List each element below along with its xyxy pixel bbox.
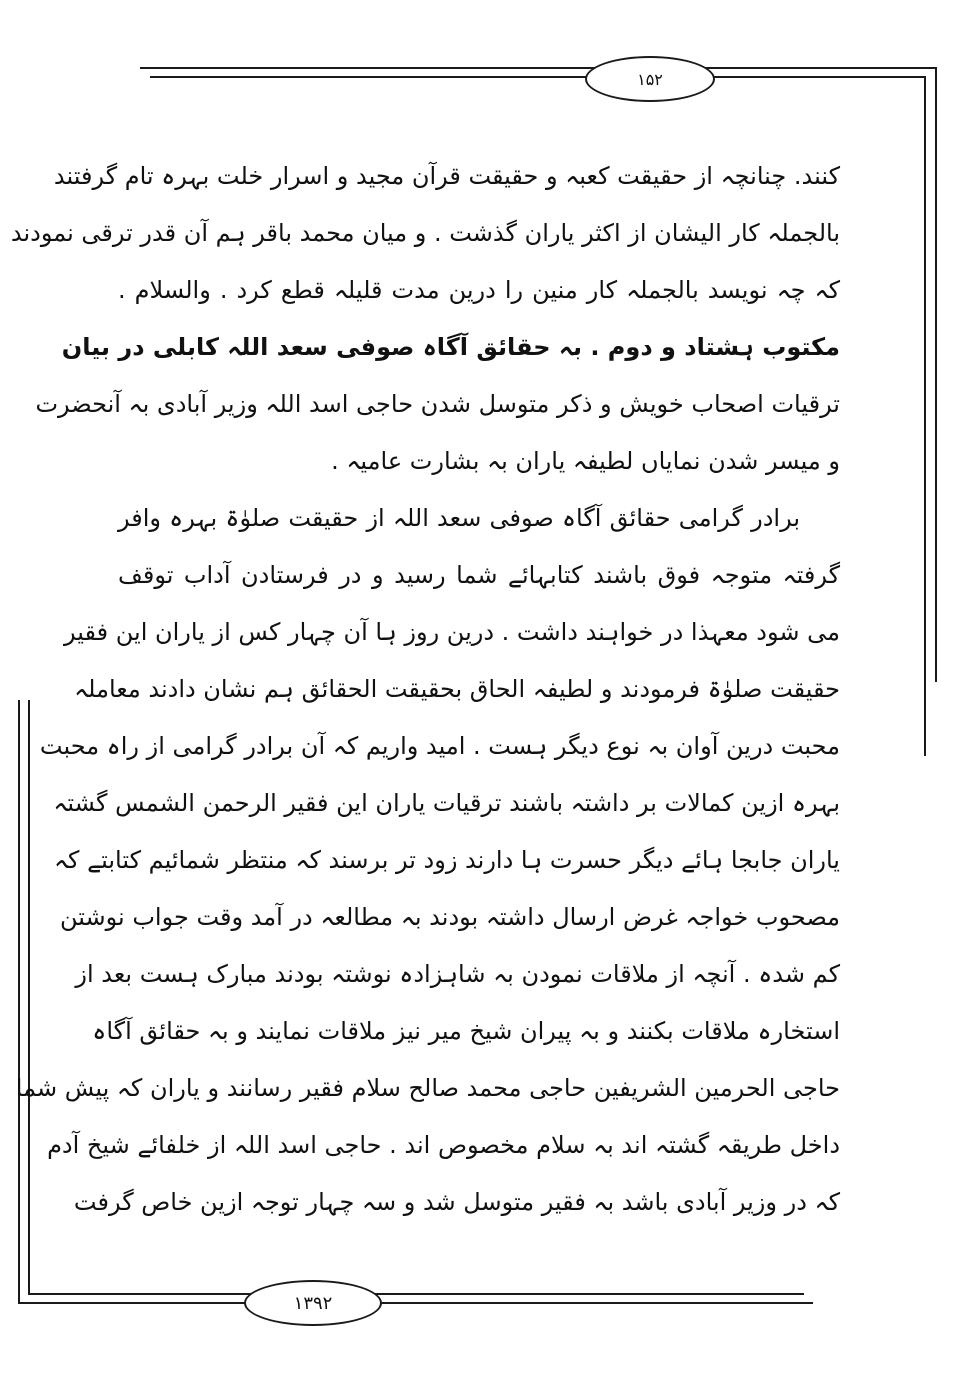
frame-right-outer-rule [935, 67, 937, 682]
text-line: حاجی الحرمین الشریفین حاجی محمد صالح سلام فقیر رسانند و یاران کہ پیش شما [15, 1074, 840, 1102]
text-line: داخل طریقہ گشتہ اند بہ سلام مخصوص اند . حاجی اسد اللہ از خلفائے شیخ آدم [47, 1131, 840, 1159]
text-line: مصحوب خواجہ غرض ارسال داشتہ بودند بہ مطالعہ در آمد وقت جواب نوشتن [59, 903, 840, 931]
text-line: استخارہ ملاقات بکنند و بہ پیران شیخ میر نیز ملاقات نمایند و بہ حقائق آگاہ [92, 1017, 840, 1045]
text-line: می شود معہذا در خواہند داشت . درین روز ہا آن چہار کس از یاران این فقیر [64, 618, 840, 646]
page-number-bottom [244, 1280, 382, 1326]
text-line: کم شدہ . آنچہ از ملاقات نمودن بہ شاہزادہ نوشتہ بودند مبارک ہست بعد از [75, 960, 840, 988]
frame-top-outer-rule [140, 67, 935, 69]
frame-left-inner-rule [28, 700, 30, 1294]
text-line: محبت درین آوان بہ نوع دیگر ہست . امید واریم کہ آن برادر گرامی از راہ محبت [39, 732, 840, 760]
text-line: کنند. چنانچہ از حقیقت کعبہ و حقیقت قرآن مجید و اسرار خلت بہرہ تام گرفتند [53, 162, 840, 190]
text-line: حقیقت صلوٰۃ فرمودند و لطیفہ الحاق بحقیقت الحقائق ہم نشان دادند معاملہ [74, 675, 840, 703]
letter-heading: مکتوب ہشتاد و دوم . بہ حقائق آگاہ صوفی سعد اللہ کابلی در بیان [61, 333, 840, 361]
page-number-top [585, 56, 715, 102]
text-line: ترقیات اصحاب خویش و ذکر متوسل شدن حاجی اسد اللہ وزیر آبادی بہ آنحضرت [35, 390, 840, 418]
text-line: بہرہ ازین کمالات بر داشتہ باشند ترقیات یاران این فقیر الرحمن الشمس گشتہ [53, 789, 840, 817]
frame-left-outer-rule [18, 700, 20, 1303]
text-line: کہ چہ نویسد بالجملہ کار منین را درین مدت قلیلہ قطع کرد . والسلام . [118, 276, 840, 304]
text-line: گرفتہ متوجہ فوق باشند کتابہائے شما رسید و در فرستادن آداب توقف [118, 561, 840, 589]
frame-top-inner-rule [150, 76, 926, 78]
frame-right-inner-rule [924, 76, 926, 756]
text-line: برادر گرامی حقائق آگاہ صوفی سعد اللہ از حقیقت صلوٰۃ بہرہ وافر [118, 504, 800, 532]
frame-bottom-outer-rule [18, 1302, 813, 1304]
page-number-bottom-text: ۱۳۹۲ [293, 1292, 333, 1314]
text-line: کہ در وزیر آبادی باشد بہ فقیر متوسل شد و سہ چہار توجہ ازین خاص گرفت [73, 1188, 840, 1216]
page-number-top-text: ۱۵۲ [637, 69, 663, 89]
frame-bottom-inner-rule [28, 1293, 804, 1295]
text-line: یاران جابجا ہائے دیگر حسرت ہا دارند زود تر برسند کہ منتظر شمائیم کتابتے کہ [53, 846, 840, 874]
manuscript-text [10, 148, 840, 1231]
text-line: و میسر شدن نمایاں لطیفہ یاران بہ بشارت عامیہ . [331, 447, 840, 475]
text-line: بالجملہ کار الیشان از اکثر یاران گذشت . و میان محمد باقر ہم آن قدر ترقی نمودند [10, 219, 840, 247]
